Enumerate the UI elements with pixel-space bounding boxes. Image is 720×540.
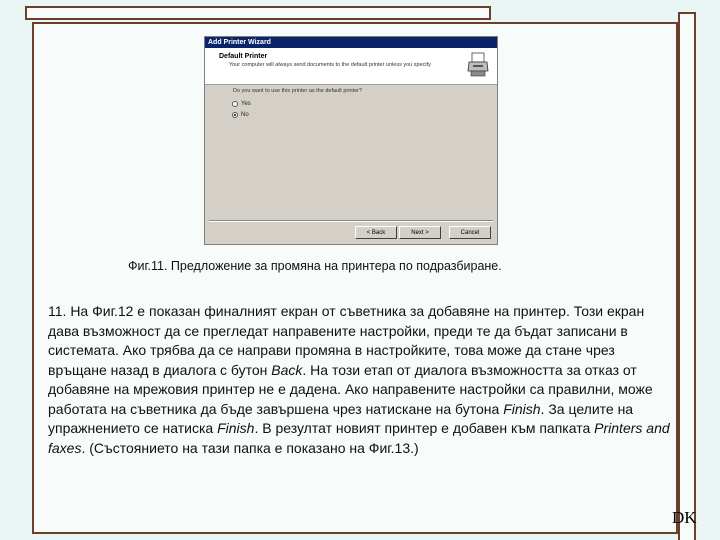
radio-yes[interactable] (232, 101, 251, 107)
radio-button-no[interactable] (232, 112, 238, 118)
author-signature: DK (672, 508, 697, 527)
para-text: . На този етап от диалога възможността за отказ от добавяне на мрежовия принтер не е дадена. Ако направените настройки са правилни, може работата на съветника да бъде завършена чрез натискане на бутона (48, 361, 653, 417)
radio-label-no: No (241, 112, 249, 118)
para-term-printers-and-faxes: Printers and faxes (48, 420, 670, 456)
para-text: 11. На Фиг.12 е показан финалният екран от съветника за добавяне на принтер. Този екран дава възможност да се прегледат направените настройки, преди те да бъдат записани в системата. Ако трябва да се направи промяна в настройките, това може да стане чрез връщане назад в диалога с бутон (48, 303, 645, 378)
dialog-separator (209, 220, 493, 222)
decorative-frame-top (25, 6, 491, 20)
dialog-header (205, 48, 497, 85)
radio-button-yes[interactable] (232, 101, 238, 107)
radio-no[interactable] (232, 112, 249, 118)
para-term-back: Back (271, 361, 303, 378)
next-button[interactable]: Next > (399, 226, 441, 239)
back-button[interactable]: < Back (355, 226, 397, 239)
para-term-finish: Finish (217, 420, 255, 436)
dialog-header-subtitle: Your computer will always send documents to the default printer unless you specify (229, 62, 431, 68)
para-text: . В резултат новият принтер е добавен към папката (254, 420, 595, 436)
para-term-finish: Finish (503, 400, 541, 417)
decorative-frame-right (678, 12, 696, 540)
cancel-button[interactable]: Cancel (449, 226, 491, 239)
dialog-question: Do you want to use this printer as the default printer? (233, 88, 363, 94)
para-text: . За целите на упражнението се натиска (48, 400, 634, 436)
para-text: . (Състоянието на тази папка е показано на Фиг.13.) (81, 439, 419, 456)
body-paragraph (48, 302, 676, 458)
printer-icon (467, 52, 489, 78)
dialog-title-bar: Add Printer Wizard (205, 37, 497, 48)
wizard-dialog-screenshot (204, 36, 498, 245)
radio-label-yes: Yes (241, 101, 251, 107)
dialog-header-title: Default Printer (219, 53, 268, 60)
figure-caption: Фиг.11. Предложение за промяна на принтера по подразбиране. (128, 259, 502, 273)
